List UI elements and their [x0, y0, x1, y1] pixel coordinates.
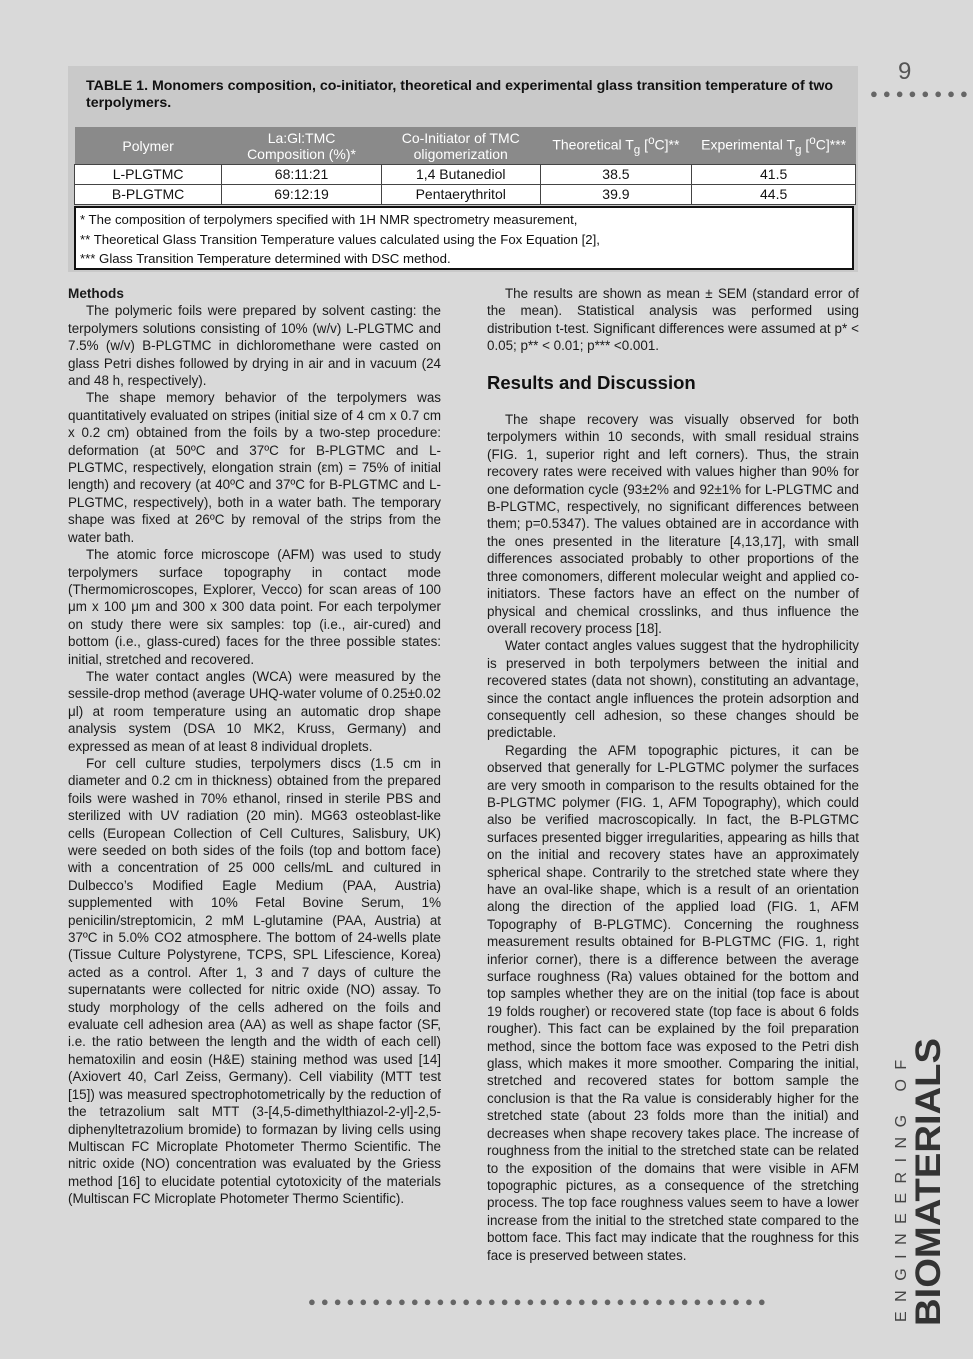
cell-coinitiator: Pentaerythritol: [381, 185, 540, 205]
paragraph: The shape memory behavior of the terpolymers was quantitatively evaluated on stripes (initial size of 4 cm x 0.7 cm x 0.2 cm) obtained from the foils by a two-step procedure: deformation (at 50ºC and 37ºC for B-PLGTMC and L-PLGTMC, respectively, elongation strain (εm) = 75% of initial length) and recovery (at 40ºC and 37ºC for B-PLGTMC and L-PLGTMC, respectively), both in a water bath. The temporary shape was fixed at 26ºC by removal of the strips from the water bath.: [68, 390, 441, 545]
header-experimental-text: Experimental T: [701, 136, 796, 153]
cell-polymer: B-PLGTMC: [75, 185, 222, 205]
section-title-methods: Methods: [68, 286, 124, 301]
logo-line1: ENGINEERING OF: [893, 1050, 910, 1322]
header-coinitiator: [381, 127, 540, 165]
table-caption: TABLE 1. Monomers composition, co-initiator, theoretical and experimental glass transition temperature of two terpolymers.: [86, 78, 834, 111]
header-polymer: Polymer: [75, 127, 222, 165]
paragraph: The polymeric foils were prepared by solvent casting: the terpolymers solutions consisting of 10% (w/v) L-PLGTMC and 7.5% (w/v) B-PLGTMC in dichloromethane were casted on glass Petri dishes followed by drying in air and in vacuum (24 and 48 h, respectively).: [68, 303, 441, 389]
table-note: ** Theoretical Glass Transition Temperature values calculated using the Fox Equation [2],: [80, 231, 600, 247]
header-coinitiator-line2: oligomerization: [413, 145, 508, 162]
cell-theoretical: 38.5: [540, 165, 692, 185]
header-coinitiator-line1: Co-Initiator of TMC: [401, 129, 520, 146]
cell-experimental: 41.5: [692, 165, 856, 185]
cell-composition: 69:12:19: [222, 185, 382, 205]
table-note: *** Glass Transition Temperature determined with DSC method.: [80, 251, 451, 266]
page-number: 9: [898, 58, 912, 85]
paragraph: The shape recovery was visually observed for both terpolymers within 10 seconds, with small residual strains (FIG. 1, superior right and left corners). Thus, the strain recovery rates were received with values higher than 90% for one deformation cycle (93±2% and 92±1% for L-PLGTMC and B-PLGTMC, respectively, no significant differences between them; p=0.5347). The values obtained are in accordance with the ones presented in the literature [4,13,17], with small differences associated probably to other proportions of the three comonomers, different molecular weight and applied co-initiators. These factors have an effect on the number of physical and chemical crosslinks, and thus influence the overall recovery process [18].: [487, 412, 859, 636]
table-row: [75, 165, 856, 185]
logo-line2: BIOMATERIALS: [909, 1062, 948, 1326]
table-note: * The composition of terpolymers specified with 1H NMR spectrometry measurement,: [80, 212, 578, 227]
table-header-row: [75, 127, 856, 165]
data-table: [74, 127, 856, 205]
right-column: [487, 285, 859, 1264]
header-composition: [222, 127, 382, 165]
header-theoretical-sup: o: [648, 133, 655, 147]
header-experimental-end: C]***: [815, 136, 847, 153]
table-notes: [74, 206, 854, 270]
cell-experimental: 44.5: [692, 185, 856, 205]
cell-polymer: L-PLGTMC: [75, 165, 222, 185]
paragraph: The atomic force microscope (AFM) was used to study terpolymers surface topography in contact mode (Thermomicroscopes, Explorer, Vecco) for scan areas of 100 μm x 100 μm and 300 x 300 data point. For each terpolymer on study there were six samples: top (i.e., air-cured) and bottom (i.e., glass-cured) faces for the three possible states: initial, stretched and recovered.: [68, 547, 441, 667]
decorative-dots: ●●●●●●●●: [870, 86, 973, 101]
decorative-dots: ●●●●●●●●●●●●●●●●●●●●●●●●●●●●●●●●●●●●: [308, 1294, 771, 1309]
paragraph: The water contact angles (WCA) were measured by the sessile-drop method (average UHQ-water volume of 0.25±0.02 μl) at room temperature using an automatic drop shape analysis system (DSA 10 MK2, Kruss, Germany) and expressed as mean of at least 8 individual droplets.: [68, 668, 441, 754]
left-column: [68, 285, 441, 1208]
paragraph: For cell culture studies, terpolymers discs (1.5 cm in diameter and 0.2 cm in thickness) obtained from the prepared foils were washed in 70% ethanol, rinsed in sterile PBS and sterilized with UV radiation (20 min). MG63 osteoblast-like cells (European Collection of Cell Cultures, Salisbury, UK) were seeded on both sides of the foils (top and bottom face) with a concentration of 25 000 cells/mL and cultured in Dulbecco’s Modified Eagle Medium (PAA, Austria) supplemented with 10% Fetal Bovine Serum, 1% penicilin/streptomicin, 2 mM L-glutamine (PAA, Austria) at 37ºC in 5.0% CO2 atmosphere. The bottom of 24-wells plate (Tissue Culture Polystyrene, TCPS, SPL Lifescience, Korea) acted as a control. After 1, 3 and 7 days of culture the supernatants were collected for nitric oxide (NO) assay. To study morphology of the cells adhered on the foils and evaluate cell adhesion area (AA) as well as shape factor (SF, i.e. the ratio between the length and the width of each cell) hematoxilin and eosin (H&E) staining method was used [14] (Axiovert 40, Carl Zeiss, Germany). Cell viability (MTT test [15]) was measured spectrophotometrically by the reduction of the tetrazolium salt MTT (3-[4,5-dimethylthiazol-2-yl]-2,5-diphenyltetrazolium bromide) to formazan by living cells using Multiscan FC Microplate Photometer Thermo Scientific. The nitric oxide (NO) concentration was evaluated by the Griess method [16] to elucidate potential cytotoxicity of the materials (Multiscan FC Microplate Photometer Thermo Scientific).: [68, 755, 441, 1207]
paragraph: Regarding the AFM topographic pictures, it can be observed that generally for L-PLGTMC polymer the surfaces are very smooth in comparison to the results obtained for the B-PLGTMC polymer (FIG. 1, AFM Topography), which could also be verified macroscopically. In fact, the B-PLGTMC surfaces presented bigger irregularities, appearing as hills that on the initial and recovery states have an approximately spherical shape. Contrarily to the stretched state where they have an oval-like shape, which is a result of an orientation along the direction of the applied load (FIG. 1, AFM Topography of B-PLGTMC). Concerning the roughness measurement results obtained for B-PLGTMC (FIG. 1, right inferior corner), there is a difference between the average surface roughness (Ra) values obtained for the bottom and top samples whether they are on the initial (top face is about 19 folds rougher) or recovered state (top face is about 6 folds rougher). This fact can be explained by the foil preparation method, since the bottom face was exposed to the Petri dish glass, which makes it more smoother. Comparing the initial, stretched and recovered states for bottom sample the conclusion is that the Ra value is considerably higher for the stretched state (about 23 folds more than the initial) and decreases when shape recovery takes place. The increase of roughness from the initial to the stretched state can be related to the exposition of the domains that were visible in AFM topographic pictures, as a consequence of the stretching process. The top face roughness values seem to have a lower increase from the initial to the stretched state compared to the bottom face. This fact may indicate that the roughness for this face is preserved between states.: [487, 742, 859, 1263]
section-heading-results: Results and Discussion: [487, 371, 696, 393]
header-experimental-bracket: [: [801, 136, 810, 153]
paragraph: The results are shown as mean ± SEM (standard error of the mean). Statistical analysis was performed using distribution t-test. Significant differences were assumed at p* < 0.05; p** < 0.01; p*** <0.001.: [487, 286, 859, 354]
table-box: [68, 66, 858, 272]
header-theoretical-bracket: [: [640, 136, 649, 153]
table-row: [75, 185, 856, 205]
cell-composition: 68:11:21: [222, 165, 382, 185]
header-theoretical: [540, 127, 692, 165]
cell-theoretical: 39.9: [540, 185, 692, 205]
header-composition-line1: La:Gl:TMC: [267, 129, 336, 146]
paragraph: Water contact angles values suggest that the hydrophilicity is preserved in both terpolymers between the initial and recovered states (data not shown), constituting an advantage, since the contact angle influences the protein adsorption and consequently cell adhesion, so these changes should be predictable.: [487, 638, 859, 741]
header-composition-line2: Composition (%)*: [247, 145, 356, 162]
journal-logo: [884, 1030, 948, 1330]
header-theoretical-text: Theoretical T: [552, 136, 634, 153]
cell-coinitiator: 1,4 Butanediol: [381, 165, 540, 185]
header-experimental-sub: g: [795, 143, 802, 157]
header-experimental-sup: o: [809, 133, 816, 147]
header-theoretical-sub: g: [633, 143, 641, 157]
header-experimental: [692, 127, 856, 165]
header-theoretical-end: C]**: [654, 136, 680, 153]
